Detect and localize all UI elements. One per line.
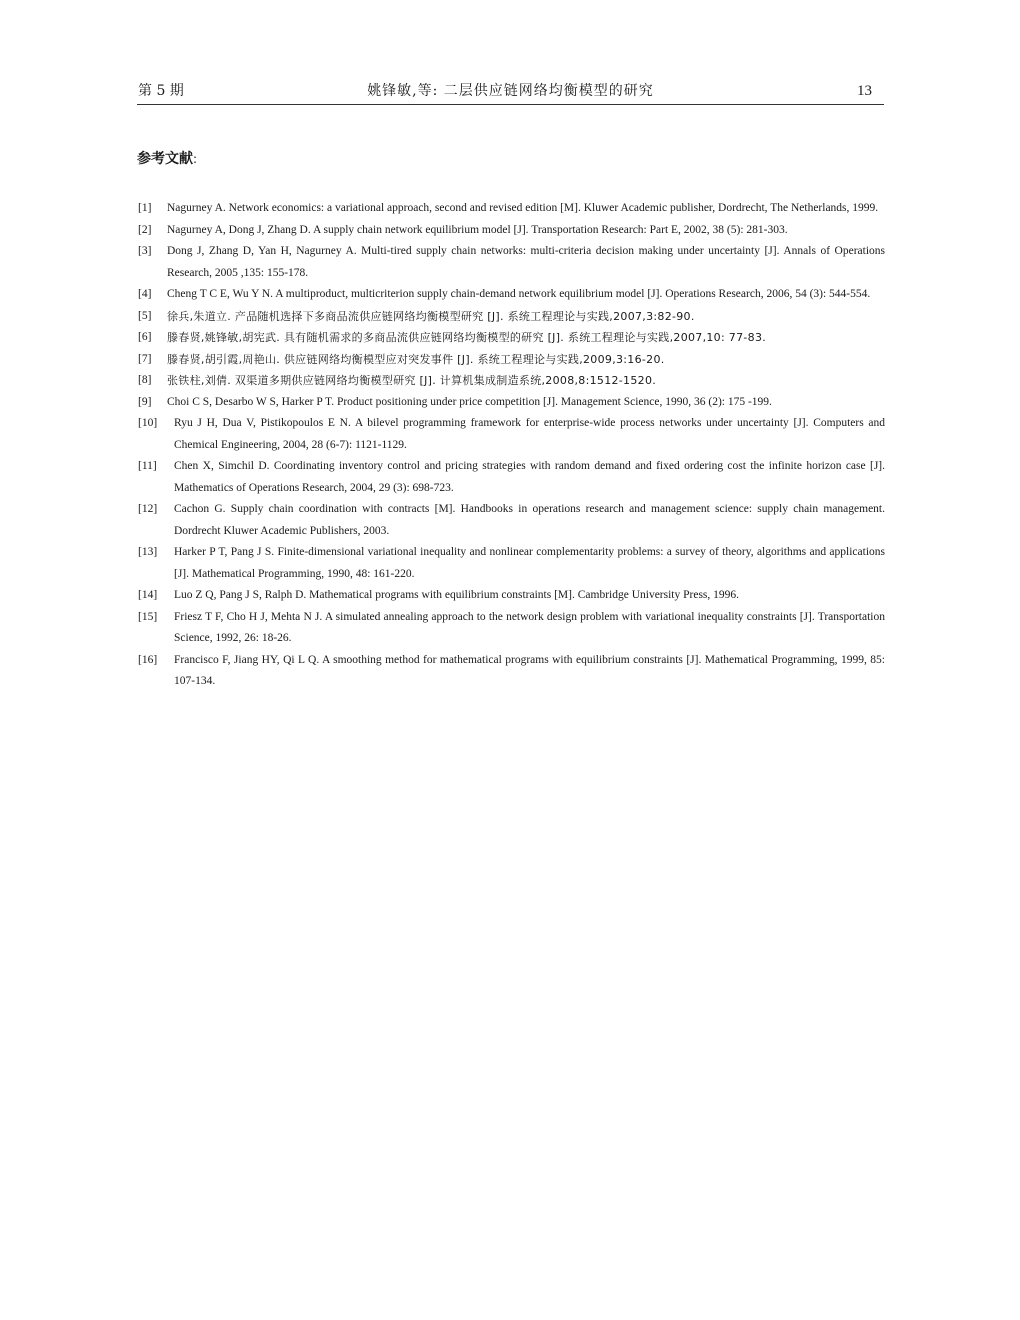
reference-number: [10] — [138, 417, 158, 429]
reference-item — [138, 607, 885, 650]
reference-number: [11] — [138, 460, 157, 472]
reference-list — [138, 198, 885, 693]
issue-label: 第 5 期 — [138, 83, 184, 99]
reference-number: [1] — [138, 202, 152, 214]
reference-item — [138, 241, 885, 284]
reference-item — [138, 392, 885, 414]
page-header — [137, 80, 884, 105]
reference-item — [138, 370, 885, 392]
reference-text: 徐兵,朱道立. 产品随机选择下多商品流供应链网络均衡模型研究 [J]. 系统工程理论与实践,2007,3:82-90. — [167, 309, 695, 323]
reference-item — [138, 284, 885, 306]
reference-text: Cheng T C E, Wu Y N. A multiproduct, multicriterion supply chain-demand network equilibrium model [J]. Operations Research, 2006, 54 (3): 544-554. — [167, 288, 871, 300]
reference-text: Francisco F, Jiang HY, Qi L Q. A smoothing method for mathematical programs with equilibrium constraints [J]. Mathematical Programming, 1999, 85: 107-134. — [174, 653, 885, 687]
reference-number: [4] — [138, 288, 152, 300]
references-heading-colon: : — [193, 152, 198, 166]
reference-item — [138, 220, 885, 242]
reference-text: Friesz T F, Cho H J, Mehta N J. A simulated annealing approach to the network design problem with variational inequality constraints [J]. Transportation Science, 1992, 26: 18-26. — [174, 610, 885, 644]
reference-text: Ryu J H, Dua V, Pistikopoulos E N. A bilevel programming framework for enterprise-wide process networks under uncertainty [J]. Computers and Chemical Engineering, 2004, 28 (6-7): 1121-1129. — [174, 417, 885, 451]
reference-item — [138, 413, 885, 456]
reference-item — [138, 327, 885, 349]
reference-number: [13] — [138, 546, 158, 558]
reference-number: [15] — [138, 610, 158, 623]
reference-number: [14] — [138, 589, 158, 601]
reference-text: 张铁柱,刘倩. 双渠道多期供应链网络均衡模型研究 [J]. 计算机集成制造系统,2008,8:1512-1520. — [167, 374, 657, 387]
reference-number: [2] — [138, 223, 152, 236]
reference-item — [138, 349, 885, 371]
reference-text: 滕春贤,姚锋敏,胡宪武. 具有随机需求的多商品流供应链网络均衡模型的研究 [J]. 系统工程理论与实践,2007,10: 77-83. — [167, 331, 767, 344]
references-heading-text: 参考文献 — [137, 151, 193, 167]
reference-item — [138, 499, 885, 542]
reference-number: [6] — [138, 331, 152, 343]
reference-text: Dong J, Zhang D, Yan H, Nagurney A. Multi-tired supply chain networks: multi-criteria decision making under uncertainty [J]. Annals of Operations Research, 2005 ,135: 155-178. — [167, 245, 885, 279]
reference-text: Chen X, Simchil D. Coordinating inventory control and pricing strategies with random demand and fixed ordering cost the infinite horizon case [J]. Mathematics of Operations Research, 2004, 29 (3): 698-723. — [174, 460, 885, 494]
reference-number: [9] — [138, 395, 152, 408]
reference-number: [3] — [138, 245, 152, 257]
reference-number: [7] — [138, 352, 152, 365]
running-title: 姚锋敏,等: 二层供应链网络均衡模型的研究 — [367, 83, 654, 99]
references-heading — [137, 149, 197, 169]
reference-number: [5] — [138, 309, 152, 322]
reference-item — [138, 306, 885, 328]
reference-text: Nagurney A. Network economics: a variational approach, second and revised edition [M]. Kluwer Academic publisher, Dordrecht, The Netherlands, 1999. — [167, 202, 879, 214]
reference-number: [8] — [138, 374, 152, 386]
reference-text: 滕春贤,胡引霞,周艳山. 供应链网络均衡模型应对突发事件 [J]. 系统工程理论与实践,2009,3:16-20. — [167, 352, 665, 366]
reference-item — [138, 585, 885, 607]
reference-number: [16] — [138, 653, 158, 666]
page-number: 13 — [857, 83, 872, 99]
reference-item — [138, 456, 885, 499]
reference-item — [138, 542, 885, 585]
reference-text: Cachon G. Supply chain coordination with contracts [M]. Handbooks in operations research and management science: supply chain management. Dordrecht Kluwer Academic Publishers, 2003. — [174, 503, 885, 537]
reference-item — [138, 198, 885, 220]
reference-text: Nagurney A, Dong J, Zhang D. A supply chain network equilibrium model [J]. Transportation Research: Part E, 2002, 38 (5): 281-303. — [167, 223, 788, 236]
reference-text: Harker P T, Pang J S. Finite-dimensional variational inequality and nonlinear complementarity problems: a survey of theory, algorithms and applications [J]. Mathematical Programming, 1990, 48: 161-220. — [174, 546, 885, 580]
reference-text: Choi C S, Desarbo W S, Harker P T. Product positioning under price competition [J]. Management Science, 1990, 36 (2): 175 -199. — [167, 395, 772, 408]
reference-text: Luo Z Q, Pang J S, Ralph D. Mathematical programs with equilibrium constraints [M]. Cambridge University Press, 1996. — [174, 589, 740, 601]
reference-number: [12] — [138, 503, 158, 515]
reference-item — [138, 650, 885, 693]
